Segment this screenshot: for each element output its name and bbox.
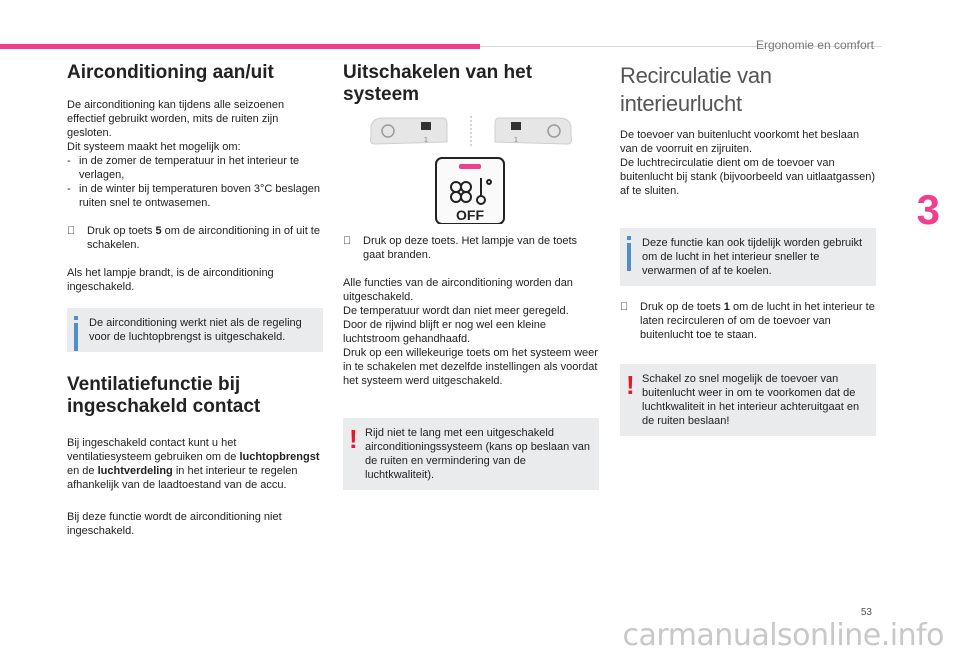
header-accent-bar <box>0 44 480 49</box>
svg-text:1: 1 <box>423 136 429 144</box>
heading-aircon-onoff: Airconditioning aan/uit <box>67 62 274 83</box>
heading-system-off: Uitschakelen van het systeem <box>343 62 533 105</box>
warning-icon: ! <box>349 424 358 454</box>
section-title: Ergonomie en comfort <box>755 38 874 52</box>
info-box-aircon: De airconditioning werkt niet als de regeling voor de luchtopbrengst is uitgeschakeld. <box>67 308 323 352</box>
off-label: OFF <box>456 207 484 223</box>
watermark: carmanualsonline.info <box>622 618 944 653</box>
step-aircon-toggle: Druk op toets 5 om de airconditioning in of uit te schakelen. <box>67 224 323 252</box>
warning-box-off: ! Rijd niet te lang met een uitgeschakeld airconditioningssysteem (kans op beslaan van de ruiten en vermindering van de luchtkwaliteit). <box>343 418 599 490</box>
off-para-4: Druk op een willekeurige toets om het systeem weer in te schakelen met dezelfde instellingen als voordat het systeem werd uitgeschakeld. <box>343 347 598 387</box>
column-system-off <box>343 62 599 490</box>
warning-box-recirc: ! Schakel zo snel mogelijk de toevoer van buitenlucht weer in om te voorkomen dat de luchtkwaliteit in het interieur achteruitgaat en de ruiten beslaan! <box>620 364 876 436</box>
recirc-para-2: De luchtrecirculatie dient om de toevoer van buitenlucht bij stank (bijvoorbeeld van uitlaatgassen) af te sluiten. <box>620 157 875 197</box>
heading-recirculation: Recirculatie van interieurlucht <box>620 63 772 116</box>
ventilation-text: Bij ingeschakeld contact kunt u het ventilatiesysteem gebruiken om de luchtopbrengst en de luchtverdeling in het interieur te regelen afhankelijk van de laadtoestand van de accu. <box>67 437 320 491</box>
arrow-icon <box>620 300 628 314</box>
step-off-button: Druk op deze toets. Het lampje van de toets gaat branden. <box>343 234 599 262</box>
arrow-icon <box>67 224 75 238</box>
column-recirculation <box>620 62 876 436</box>
off-para: Alle functies van de airconditioning worden dan uitgeschakeld. <box>343 277 573 303</box>
ventilation-text-2: Bij deze functie wordt de airconditioning niet ingeschakeld. <box>67 511 282 537</box>
heading-ventilation: Ventilatiefunctie bij ingeschakeld contact <box>67 374 261 417</box>
recirc-para: De toevoer van buitenlucht voorkomt het beslaan van de voorruit en zijruiten. <box>620 129 860 155</box>
illustration-off-button <box>343 114 599 224</box>
off-para-3: Door de rijwind blijft er nog wel een kleine luchtstroom gehandhaafd. <box>343 319 546 345</box>
aircon-intro: De airconditioning kan tijdens alle seizoenen effectief gebruikt worden, mits de ruiten zijn gesloten. <box>67 99 285 139</box>
step-recirc-toggle: Druk op de toets 1 om de lucht in het interieur te laten recirculeren of om de toevoer van buitenlucht toe te staan. <box>620 300 876 342</box>
off-para-2: De temperatuur wordt dan niet meer geregeld. <box>343 305 569 317</box>
info-icon <box>627 236 631 272</box>
aircon-intro-2: Dit systeem maakt het mogelijk om: <box>67 141 241 153</box>
svg-text:1: 1 <box>513 136 519 144</box>
column-aircon-onoff <box>67 62 323 538</box>
info-icon <box>74 316 78 352</box>
info-box-recirc: Deze functie kan ook tijdelijk worden gebruikt om de lucht in het interieur sneller te verwarmen of af te koelen. <box>620 228 876 286</box>
warning-icon: ! <box>626 370 635 400</box>
list-item: - in de zomer de temperatuur in het interieur te verlagen, <box>67 155 300 181</box>
arrow-icon <box>343 234 351 248</box>
chapter-number: 3 <box>916 186 940 233</box>
page-number: 53 <box>860 607 872 618</box>
list-item: - in de winter bij temperaturen boven 3°C beslagen ruiten snel te ontwasemen. <box>67 183 321 209</box>
aircon-lamp-note: Als het lampje brandt, is de airconditioning ingeschakeld. <box>67 267 274 293</box>
